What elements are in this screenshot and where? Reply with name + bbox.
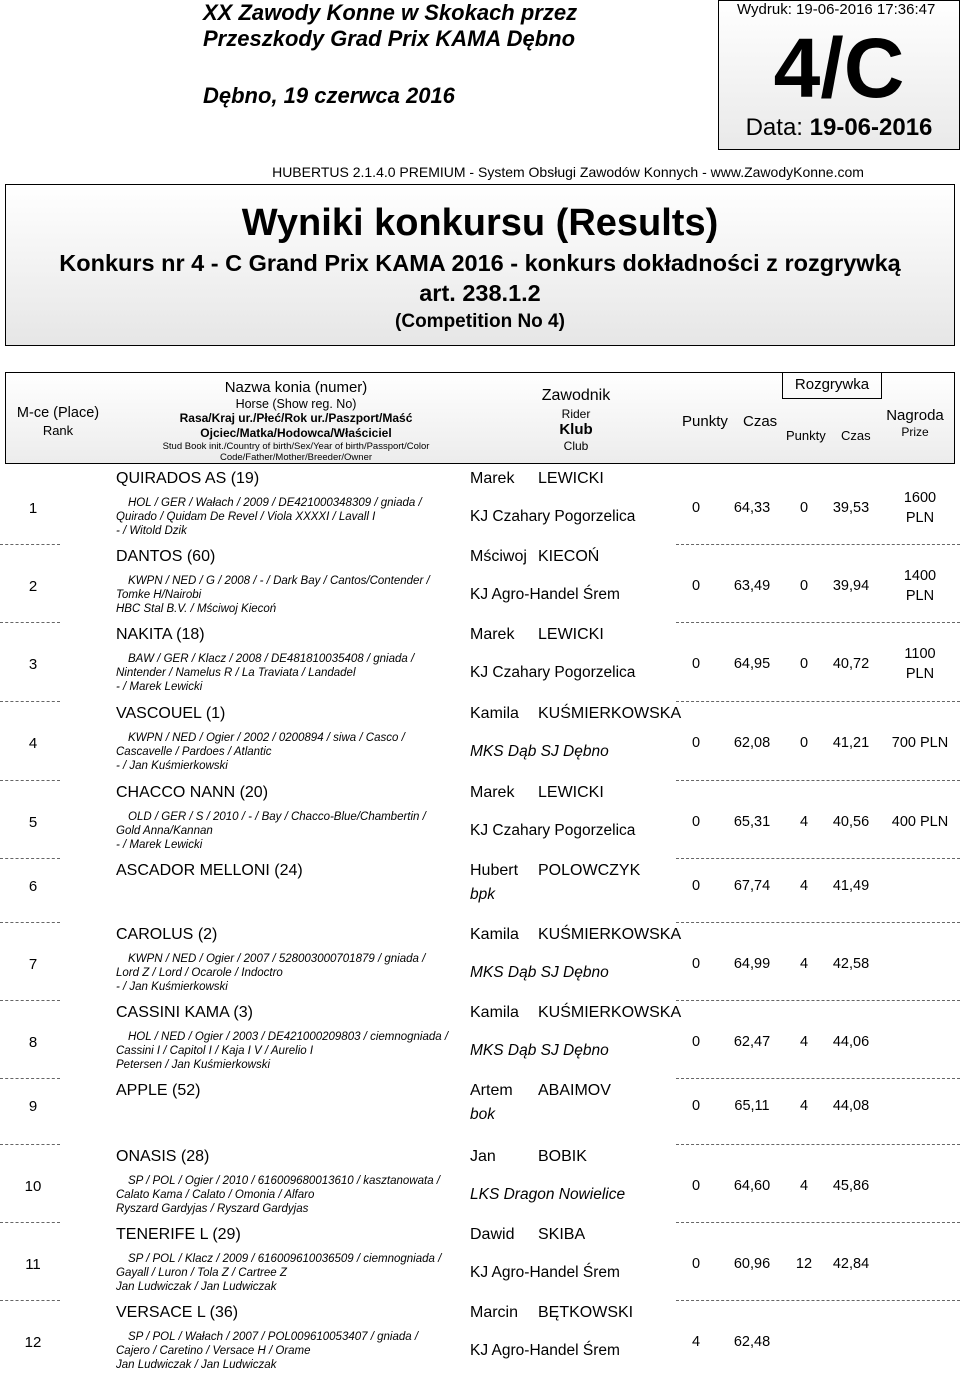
rider-first-name: Hubert — [470, 862, 519, 879]
points: 0 — [691, 814, 701, 830]
horse-name-text: QUIRADOS AS — [116, 470, 227, 487]
print-timestamp: Wydruk: 19-06-2016 17:36:47 — [737, 1, 936, 18]
table-row — [0, 784, 960, 862]
horse-details-1: BAW / GER / Klacz / 2008 / DE481810035408 / gniada / — [128, 653, 415, 665]
horse-number: (20) — [239, 784, 269, 801]
jumpoff-points: 0 — [799, 656, 809, 672]
points: 0 — [691, 878, 701, 894]
horse-number: (1) — [205, 705, 226, 722]
rider-first-name: Kamila — [470, 1004, 519, 1021]
prize-amount: 700 PLN — [891, 735, 949, 751]
row-separator — [676, 1078, 960, 1079]
row-separator — [676, 1300, 960, 1301]
horse-name — [116, 470, 259, 488]
rider-first-name: Dawid — [470, 1226, 515, 1243]
col-points: Punkty — [682, 413, 728, 430]
rank: 12 — [24, 1334, 42, 1351]
jumpoff-time: 44,06 — [832, 1034, 870, 1050]
software-line: HUBERTUS 2.1.4.0 PREMIUM - System Obsługi Zawodów Konnych - www.ZawodyKonne.com — [272, 164, 864, 180]
jumpoff-time: 41,49 — [832, 878, 870, 894]
rank: 9 — [28, 1098, 38, 1115]
col-rider: Zawodnik — [541, 387, 611, 404]
horse-details-3: HBC Stal B.V. / Mściwoj Kiecoń — [116, 603, 277, 615]
time: 64,60 — [733, 1178, 771, 1194]
row-separator — [0, 1144, 60, 1145]
event-title-line1: XX Zawody Konne w Skokach przez — [203, 0, 578, 25]
event-title-line2: Przeszkody Grad Prix KAMA Dębno — [203, 26, 576, 51]
jumpoff-points: 4 — [799, 1034, 809, 1050]
table-row — [0, 1148, 960, 1226]
rank: 10 — [24, 1178, 42, 1195]
col-place: M-ce (Place) — [16, 405, 100, 421]
club-name: MKS Dąb SJ Dębno — [470, 1042, 609, 1059]
time: 64,95 — [733, 656, 771, 672]
horse-details-3: Ryszard Gardyjas / Ryszard Gardyjas — [116, 1203, 309, 1215]
rank: 8 — [28, 1034, 38, 1051]
horse-name-text: CAROLUS — [116, 926, 194, 943]
horse-details-3: - / Jan Kuśmierkowski — [116, 760, 228, 772]
time: 62,08 — [733, 735, 771, 751]
rider-first-name: Marcin — [470, 1304, 519, 1321]
jumpoff-points: 4 — [799, 814, 809, 830]
horse-number: (28) — [180, 1148, 210, 1165]
horse-number: (60) — [186, 548, 216, 565]
rider-last-name: ABAIMOV — [538, 1082, 611, 1099]
time: 65,31 — [733, 814, 771, 830]
rank: 5 — [28, 814, 38, 831]
horse-name-text: APPLE — [116, 1082, 168, 1099]
horse-number: (52) — [172, 1082, 201, 1099]
time: 60,96 — [733, 1256, 771, 1272]
jumpoff-time: 42,58 — [832, 956, 870, 972]
row-separator — [0, 858, 60, 859]
row-separator — [676, 544, 960, 545]
rank: 1 — [28, 500, 38, 517]
horse-details-1: HOL / GER / Wałach / 2009 / DE421000348309 / gniada / — [128, 497, 422, 509]
row-separator — [676, 780, 960, 781]
horse-number: (29) — [212, 1226, 241, 1243]
rider-last-name: KUŚMIERKOWSKA — [538, 705, 682, 722]
table-row — [0, 626, 960, 704]
jumpoff-time: 40,56 — [832, 814, 870, 830]
rider-last-name: SKIBA — [538, 1226, 586, 1243]
table-row — [0, 548, 960, 626]
horse-number: (24) — [274, 862, 303, 879]
rider-last-name: LEWICKI — [538, 784, 604, 801]
horse-details-2: Nintender / Namelus R / La Traviata / Landadel — [116, 667, 356, 679]
row-separator — [676, 1222, 960, 1223]
prize-amount: 400 PLN — [891, 814, 949, 830]
row-separator — [0, 1222, 60, 1223]
points: 0 — [691, 578, 701, 594]
club-name: LKS Dragon Nowielice — [470, 1186, 626, 1203]
row-separator — [0, 1078, 60, 1079]
horse-name-text: NAKITA — [116, 626, 172, 643]
horse-details-1: HOL / NED / Ogier / 2003 / DE421000209803 / ciemnogniada / — [128, 1031, 449, 1043]
club-name: KJ Czahary Pogorzelica — [470, 508, 636, 525]
rank: 11 — [25, 1256, 41, 1273]
col-prize: Nagroda — [886, 407, 944, 424]
rank: 7 — [28, 956, 38, 973]
rider-last-name: KIECOŃ — [538, 548, 600, 565]
time: 67,74 — [733, 878, 771, 894]
horse-details-1: SP / POL / Klacz / 2009 / 616009610036509 / ciemnogniada / — [128, 1253, 442, 1265]
points: 0 — [691, 1178, 701, 1194]
table-header — [5, 372, 955, 464]
table-row — [0, 470, 960, 548]
competition-number: (Competition No 4) — [395, 311, 565, 332]
horse-details-1: SP / POL / Wałach / 2007 / POL009610053407 / gniada / — [128, 1331, 419, 1343]
horse-name — [116, 705, 225, 723]
col-jumpoff: Rozgrywka — [782, 373, 882, 399]
club-name: MKS Dąb SJ Dębno — [470, 743, 609, 760]
horse-details-2: Quirado / Quidam De Revel / Viola XXXXI / Lavall I — [116, 511, 376, 523]
club-name: KJ Agro-Handel Śrem — [470, 1342, 620, 1359]
horse-details-2: Gayall / Luron / Tola Z / Cartree Z — [116, 1267, 287, 1279]
rank: 6 — [28, 878, 38, 895]
horse-number: (3) — [233, 1004, 253, 1021]
club-name: KJ Agro-Handel Śrem — [470, 586, 620, 603]
row-separator — [676, 1144, 960, 1145]
rank: 3 — [28, 656, 38, 673]
date-value: 19-06-2016 — [809, 114, 933, 141]
horse-name — [116, 626, 205, 644]
points: 4 — [691, 1334, 701, 1350]
jumpoff-time: 41,21 — [832, 735, 870, 751]
competition-date — [719, 113, 959, 143]
competition-code-box — [718, 0, 960, 150]
jumpoff-points: 0 — [799, 578, 809, 594]
table-row — [0, 1004, 960, 1082]
horse-name-text: DANTOS — [116, 548, 183, 565]
results-title-box — [5, 184, 955, 346]
rider-last-name: POLOWCZYK — [538, 862, 641, 879]
rider-first-name: Marek — [470, 470, 515, 487]
horse-details-1: KWPN / NED / G / 2008 / - / Dark Bay / Cantos/Contender / — [128, 575, 430, 587]
rider-last-name: BĘTKOWSKI — [538, 1304, 634, 1321]
col-jumpoff-time: Czas — [841, 428, 871, 443]
rider-first-name: Marek — [470, 784, 515, 801]
results-title: Wyniki konkursu (Results) — [241, 202, 719, 244]
col-horse-en: Horse (Show reg. No) — [235, 397, 357, 411]
horse-details-1: KWPN / NED / Ogier / 2002 / 0200894 / siwa / Casco / — [128, 732, 405, 744]
prize-currency: PLN — [905, 510, 935, 526]
club-name: bpk — [470, 886, 495, 903]
horse-details-3: - / Marek Lewicki — [116, 681, 203, 693]
horse-name — [116, 926, 217, 944]
horse-name — [116, 784, 268, 802]
horse-details-1: OLD / GER / S / 2010 / - / Bay / Chacco-Blue/Chambertin / — [128, 811, 426, 823]
col-horse-info: Rasa/Kraj ur./Płeć/Rok ur./Paszport/Maść — [179, 411, 413, 425]
rank: 2 — [28, 578, 38, 595]
rank: 4 — [28, 735, 38, 752]
horse-details-2: Calato Kama / Calato / Omonia / Alfaro — [116, 1189, 315, 1201]
horse-details-3: Jan Ludwiczak / Jan Ludwiczak — [116, 1359, 277, 1371]
time: 62,47 — [733, 1034, 771, 1050]
points: 0 — [691, 735, 701, 751]
club-name: KJ Czahary Pogorzelica — [470, 664, 636, 681]
horse-details-3: - / Marek Lewicki — [116, 839, 203, 851]
table-row — [0, 1304, 960, 1382]
col-rider-en: Rider — [561, 407, 591, 421]
club-name: bok — [470, 1106, 495, 1123]
jumpoff-points: 0 — [799, 500, 809, 516]
jumpoff-points: 0 — [799, 735, 809, 751]
jumpoff-time: 40,72 — [832, 656, 870, 672]
horse-details-2: Cassini I / Capitol I / Kaja I V / Aurelio I — [116, 1045, 314, 1057]
jumpoff-time: 39,53 — [832, 500, 870, 516]
jumpoff-points: 4 — [799, 1098, 809, 1114]
row-separator — [0, 701, 60, 702]
jumpoff-points: 4 — [799, 956, 809, 972]
horse-details-2: Tomke H/Nairobi — [116, 589, 202, 601]
prize-currency: PLN — [905, 666, 935, 682]
jumpoff-time: 44,08 — [832, 1098, 870, 1114]
col-prize-en: Prize — [901, 425, 929, 439]
points: 0 — [691, 500, 701, 516]
prize-currency: PLN — [905, 588, 935, 604]
col-club: Klub — [559, 421, 593, 438]
time: 64,99 — [733, 956, 771, 972]
jumpoff-time: 45,86 — [832, 1178, 870, 1194]
horse-details-2: Gold Anna/Kannan — [116, 825, 213, 837]
horse-name-text: CASSINI KAMA — [116, 1004, 229, 1021]
rider-first-name: Kamila — [470, 705, 519, 722]
rider-first-name: Mściwoj — [470, 548, 527, 565]
competition-code: 4/C — [773, 21, 905, 115]
row-separator — [0, 922, 60, 923]
jumpoff-time: 42,84 — [832, 1256, 870, 1272]
horse-details-3: - / Jan Kuśmierkowski — [116, 981, 228, 993]
jumpoff-time: 39,94 — [832, 578, 870, 594]
table-row — [0, 926, 960, 1004]
points: 0 — [691, 1256, 701, 1272]
horse-name-text: TENERIFE L — [116, 1226, 208, 1243]
horse-name — [116, 862, 303, 880]
horse-name-text: VERSACE L — [116, 1304, 206, 1321]
event-place-date: Dębno, 19 czerwca 2016 — [203, 83, 455, 108]
time: 62,48 — [733, 1334, 771, 1350]
jumpoff-points: 4 — [799, 1178, 809, 1194]
club-name: KJ Czahary Pogorzelica — [470, 822, 636, 839]
points: 0 — [691, 1098, 701, 1114]
jumpoff-points: 4 — [799, 878, 809, 894]
row-separator — [676, 701, 960, 702]
horse-details-3: Petersen / Jan Kuśmierkowski — [116, 1059, 271, 1071]
row-separator — [0, 1300, 60, 1301]
club-name: MKS Dąb SJ Dębno — [470, 964, 609, 981]
points: 0 — [691, 1034, 701, 1050]
table-row — [0, 1226, 960, 1304]
row-separator — [676, 622, 960, 623]
rider-last-name: LEWICKI — [538, 626, 604, 643]
horse-name-text: CHACCO NANN — [116, 784, 236, 801]
horse-details-2: Cajero / Caretino / Versace H / Orame — [116, 1345, 311, 1357]
col-time: Czas — [743, 413, 778, 430]
row-separator — [0, 780, 60, 781]
col-jumpoff-points: Punkty — [786, 428, 826, 443]
competition-subtitle: Konkurs nr 4 - C Grand Prix KAMA 2016 - konkurs dokładności z rozgrywką — [59, 250, 901, 276]
horse-name — [116, 548, 215, 566]
horse-number: (19) — [230, 470, 260, 487]
horse-name — [116, 1148, 209, 1166]
row-separator — [676, 922, 960, 923]
time: 63,49 — [733, 578, 771, 594]
rider-last-name: KUŚMIERKOWSKA — [538, 926, 682, 943]
horse-number: (36) — [209, 1304, 239, 1321]
col-horse-info-en2: Code/Father/Mother/Breeder/Owner — [219, 452, 373, 463]
time: 64,33 — [733, 500, 771, 516]
rider-last-name: BOBIK — [538, 1148, 587, 1165]
horse-details-3: Jan Ludwiczak / Jan Ludwiczak — [116, 1281, 277, 1293]
horse-details-1: KWPN / NED / Ogier / 2007 / 528003000701879 / gniada / — [128, 953, 426, 965]
horse-name — [116, 1004, 253, 1022]
row-separator — [0, 622, 60, 623]
rider-first-name: Kamila — [470, 926, 519, 943]
table-row — [0, 705, 960, 783]
horse-name-text: ASCADOR MELLONI — [116, 862, 270, 879]
prize-amount: 1600 — [903, 490, 937, 506]
horse-details-2: Lord Z / Lord / Ocarole / Indoctro — [116, 967, 283, 979]
jumpoff-points: 12 — [795, 1256, 813, 1272]
horse-details-3: - / Witold Dzik — [116, 525, 187, 537]
col-horse-parents: Ojciec/Matka/Hodowca/Właściciel — [200, 426, 392, 440]
horse-details-1: SP / POL / Ogier / 2010 / 616009680013610 / kasztanowata / — [128, 1175, 440, 1187]
row-separator — [0, 1000, 60, 1001]
rider-last-name: LEWICKI — [538, 470, 604, 487]
horse-details-2: Cascavelle / Pardoes / Atlantic — [116, 746, 272, 758]
competition-article: art. 238.1.2 — [419, 280, 541, 306]
horse-name — [116, 1226, 241, 1244]
horse-name-text: ONASIS — [116, 1148, 177, 1165]
horse-name — [116, 1082, 201, 1100]
horse-number: (2) — [197, 926, 218, 943]
row-separator — [0, 544, 60, 545]
points: 0 — [691, 956, 701, 972]
horse-name — [116, 1304, 238, 1322]
col-horse-info-en1: Stud Book init./Country of birth/Sex/Year of birth/Passport/Color — [162, 441, 430, 452]
prize-amount: 1100 — [904, 646, 936, 662]
horse-name-text: VASCOUEL — [116, 705, 202, 722]
horse-number: (18) — [176, 626, 205, 643]
row-separator — [676, 1000, 960, 1001]
time: 65,11 — [734, 1098, 770, 1114]
points: 0 — [691, 656, 701, 672]
col-club-en: Club — [563, 439, 589, 453]
rider-last-name: KUŚMIERKOWSKA — [538, 1004, 682, 1021]
prize-amount: 1400 — [903, 568, 937, 584]
rider-first-name: Marek — [470, 626, 515, 643]
row-separator — [676, 858, 960, 859]
club-name: KJ Agro-Handel Śrem — [470, 1264, 620, 1281]
rider-first-name: Artem — [470, 1082, 513, 1099]
col-rank: Rank — [42, 423, 74, 438]
date-label: Data: — [745, 114, 803, 141]
col-horse: Nazwa konia (numer) — [224, 379, 368, 396]
rider-first-name: Jan — [470, 1148, 496, 1165]
